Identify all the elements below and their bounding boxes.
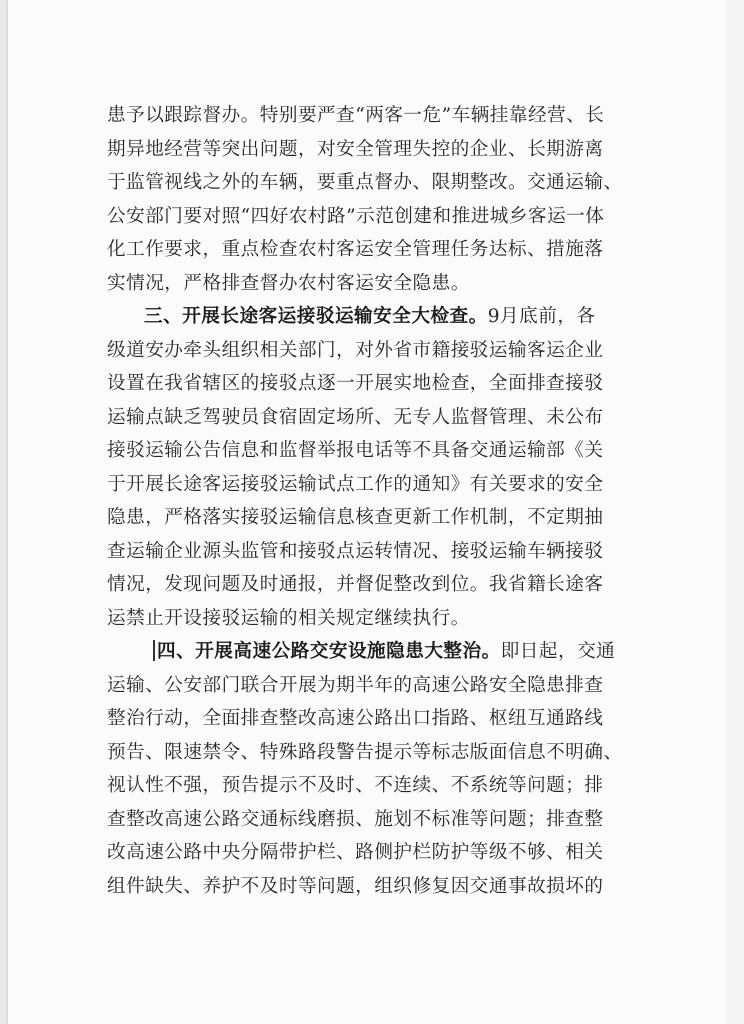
text-line: 于开展长途客运接驳运输试点工作的通知》有关要求的安全 — [107, 473, 604, 495]
text-line: 运禁止开设接驳运输的相关规定继续执行。 — [107, 607, 470, 629]
text-line: 运输点缺乏驾驶员食宿固定场所、无专人监督管理、未公布 — [107, 406, 604, 428]
section-4-first-line — [107, 635, 616, 669]
text-line: 实情况，严格排查督办农村客运安全隐患。 — [107, 272, 470, 294]
text-line: 预告、限速禁令、特殊路段警告提示等标志版面信息不明确、 — [107, 741, 623, 763]
text-line: 情况，发现问题及时通报，并督促整改到位。我省籍长途客 — [107, 574, 604, 595]
document-body — [107, 99, 623, 903]
section-3-lead: 9月底前，各 — [487, 306, 596, 327]
text-line: 化工作要求，重点检查农村客运安全管理任务达标、措施落 — [107, 239, 604, 260]
section-4-heading: 四、开展高速公路交安设施隐患大整治。 — [157, 641, 501, 662]
text-line: 接驳运输公告信息和监督举报电话等不具备交通运输部《关 — [107, 440, 604, 461]
text-line: 组件缺失、养护不及时等问题，组织修复因交通事故损坏的 — [107, 875, 604, 897]
scan-edge — [726, 0, 744, 1024]
text-line: 级道安办牵头组织相关部门，对外省市籍接驳运输客运企业 — [107, 339, 604, 361]
text-line: 于监管视线之外的车辆，要重点督办、限期整改。交通运输、 — [107, 172, 623, 193]
text-line: 公安部门要对照“四好农村路”示范创建和推进城乡客运一体 — [107, 205, 605, 227]
text-line: 运输、公安部门联合开展为期半年的高速公路安全隐患排查 — [107, 674, 604, 696]
text-line: 整治行动，全面排查整改高速公路出口指路、枢纽互通路线 — [107, 708, 604, 729]
margin-mark — [153, 640, 155, 661]
section-4-lead: 即日起，交通 — [500, 641, 616, 662]
text-line: 期异地经营等突出问题，对安全管理失控的企业、长期游离 — [107, 138, 604, 160]
section-3-first-line — [107, 300, 607, 334]
text-line: 设置在我省辖区的接驳点逐一开展实地检查，全面排查接驳 — [107, 373, 604, 394]
text-line: 视认性不强，预告提示不及时、不连续、不系统等问题；排 — [107, 775, 604, 796]
text-line: 隐患，严格落实接驳运输信息核查更新工作机制，不定期抽 — [107, 507, 604, 528]
text-line: 患予以跟踪督办。特别要严查“两客一危”车辆挂靠经营、长 — [107, 105, 605, 126]
text-line: 改高速公路中央分隔带护栏、路侧护栏防护等级不够、相关 — [107, 842, 604, 863]
text-line: 查整改高速公路交通标线磨损、施划不标准等问题；排查整 — [107, 808, 604, 830]
text-line: 查运输企业源头监管和接驳点运转情况、接驳运输车辆接驳 — [107, 540, 604, 562]
section-3-heading: 三、开展长途客运接驳运输安全大检查。 — [144, 306, 488, 327]
